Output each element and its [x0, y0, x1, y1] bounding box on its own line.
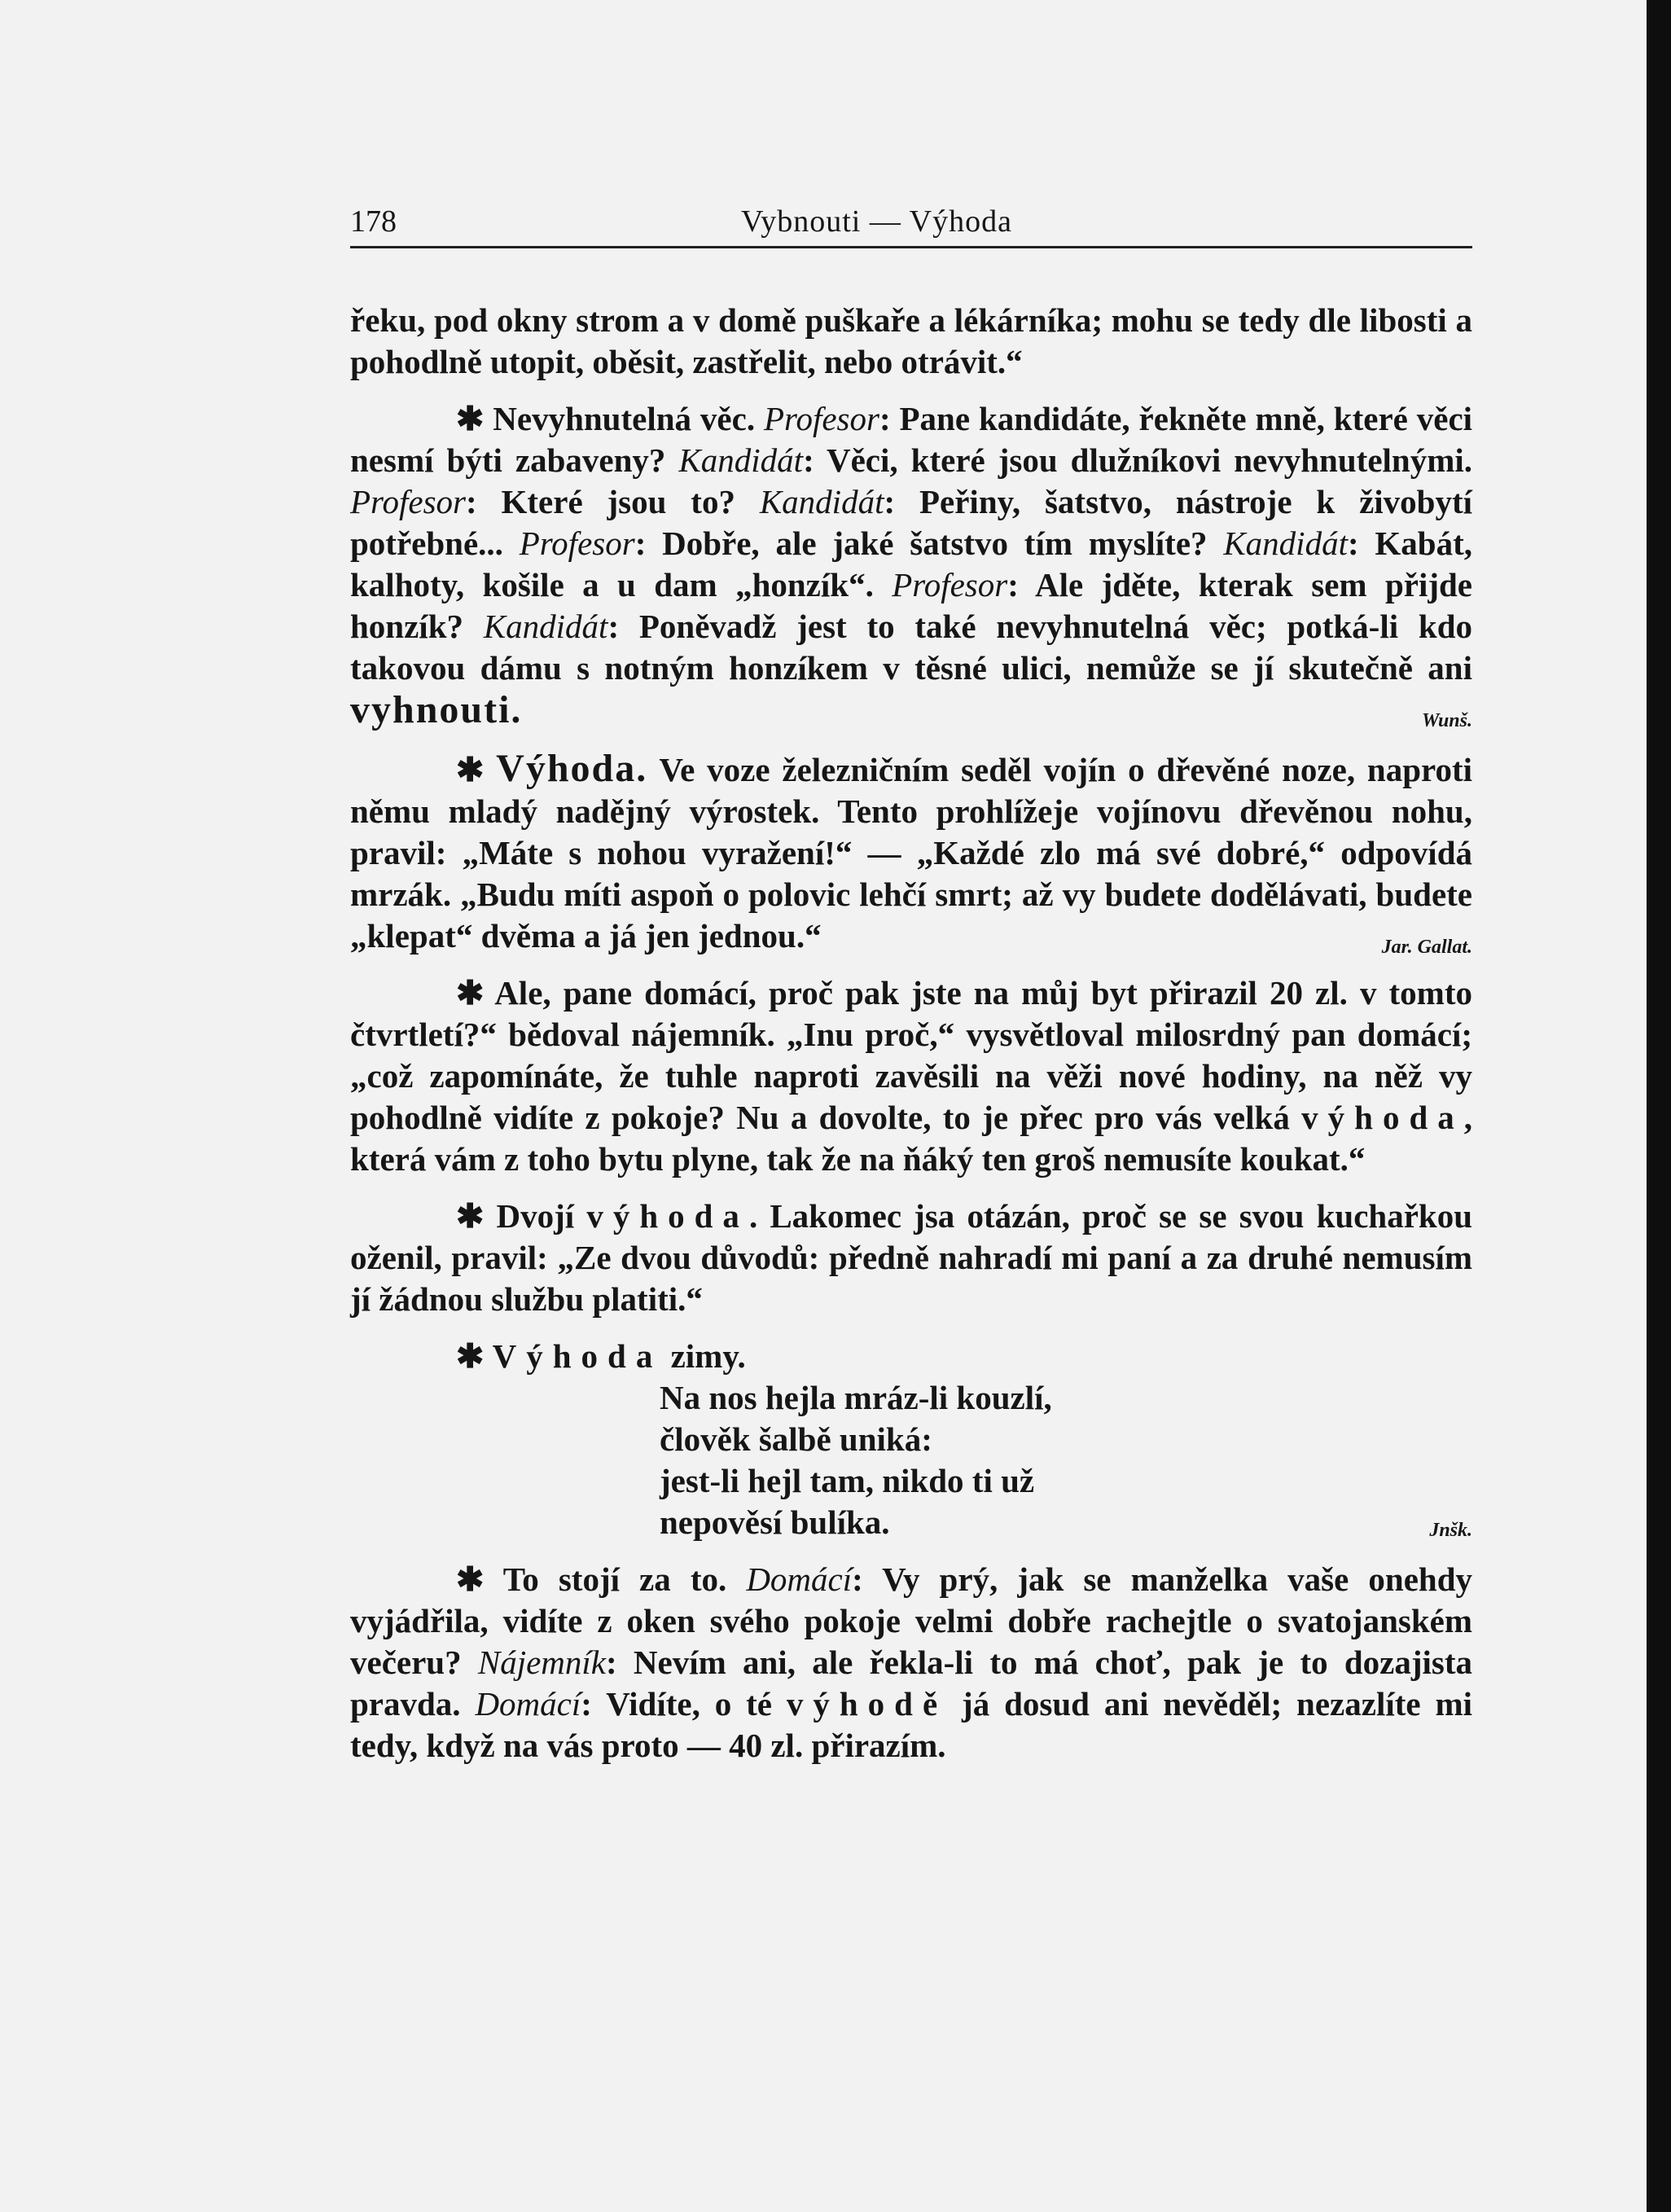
poem-line: člověk šalbě uniká:: [660, 1420, 932, 1458]
entry-dvoji-vyhoda: ✱ Dvojí výhoda. Lakomec jsa otázán, proč se se svou kuchařkou oženil, pravil: „Ze dvou důvodů: předně nahradí mi paní a za druhé nemusím jí žádnou službu platiti.“: [350, 1197, 1473, 1318]
poem-line: Na nos hejla mráz-li kouzlí,: [660, 1379, 1052, 1416]
spaced-headword: výhodě: [786, 1685, 948, 1723]
asterisk-icon: ✱: [456, 400, 485, 437]
paragraph-continuation: [350, 300, 1472, 383]
paragraph-text: Ve voze železničním seděl vojín o dřevěné noze, naproti němu mladý nadějný výrostek. Tento prohlížeje vojínovu dřevěnou nohu, pravil: „Máte s nohou vyražení!“ — „Každé zlo má své dobré,“ odpovídá mrzák. „Budu míti aspoň o polovic lehčí smrt; až vy budete dodělávati, budete „klepat“ dvěma a já jen jednou.“: [350, 751, 1472, 955]
entry-to-stoji-za-to: ✱ To stojí za to. Domácí: Vy prý, jak se manželka vaše onehdy vyjádřila, vidíte z oken svého pokoje velmi dobře rachejtle o svatojanském večeru? Nájemník: Nevím ani, ale řekla-li to má choť, pak je to dozajista pravda. Domácí: Vidíte, o té výhodě já dosud ani nevěděl; nezazlíte mi tedy, když na vás proto — 40 zl. přirazím.: [350, 1560, 1473, 1764]
asterisk-icon: ✱: [456, 1337, 485, 1375]
entry-pane-domaci: ✱ Ale, pane domácí, proč pak jste na můj byt přirazil 20 zl. v tomto čtvrtletí?“ bědoval nájemník. „Inu proč,“ vysvětloval milosrdný pan domácí; „což zapomínáte, že tuhle naproti zavěsili na věži nové hodiny, na něž vy pohodlně vidíte z pokoje? Nu a dovolte, to je přec pro vás velká výhoda, která vám z toho bytu plyne, tak že na ňáký ten groš nemusíte koukat.“: [350, 974, 1472, 1178]
asterisk-icon: ✱: [456, 974, 485, 1012]
author-signature: Wunš.: [1421, 710, 1472, 731]
poem-line: jest-li hejl tam, nikdo ti už: [660, 1462, 1035, 1499]
entry-nevyhnutelna-vec: ✱ Nevyhnutelná věc. Profesor: Pane kandidáte, řekněte mně, které věci nesmí býti zabaveny? Kandidát: Věci, které jsou dlužníkovi nevyhnutelnými. Profesor: Které jsou to? Kandidát: Peřiny, šatstvo, nástroje k živobytí potřebné... Profesor: Dobře, ale jaké šatstvo tím myslíte? Kandidát: Kabát, kalhoty, košile a u dam „honzík“. Profesor: Ale jděte, kterak sem přijde honzík? Kandidát: Poněvadž jest to také nevyhnutelná věc; potká-li kdo takovou dámu s notným honzíkem v těsné ulici, nemůže se jí skutečně ani vyhnouti. Wunš.: [350, 398, 1472, 732]
entry-vyhoda-zimy: ✱ Výhoda zimy.: [456, 1337, 746, 1375]
spaced-headword: Výhoda: [492, 1337, 663, 1375]
headword: vyhnouti.: [350, 688, 523, 731]
paragraph-text: Ale, pane domácí, proč pak jste na můj byt přirazil 20 zl. v tomto čtvrtletí?“ bědoval nájemník. „Inu proč,“ vysvětloval milosrdný pan domácí; „což zapomínáte, že tuhle naproti zavěsili na věži nové hodiny, na něž vy pohodlně vidíte z pokoje? Nu a dovolte, to je přec pro vás velká: [350, 974, 1472, 1136]
speaker-label: Kandidát: [759, 483, 884, 520]
speaker-label: Domácí: [746, 1560, 853, 1598]
author-signature: Jnšk.: [1429, 1520, 1472, 1541]
running-title: Vybnouti — Výhoda: [741, 204, 1012, 239]
scan-edge: [1647, 0, 1671, 2212]
running-header: [350, 204, 1472, 248]
page-body: [350, 300, 1472, 1782]
page-number: 178: [350, 204, 397, 239]
speaker-label: Profesor: [519, 524, 635, 562]
asterisk-icon: ✱: [456, 751, 485, 788]
author-signature: Jar. Gallat.: [1381, 937, 1472, 958]
paragraph-text: řeku, pod okny strom a v domě puškaře a lékárníka; mohu se tedy dle libosti a pohodlně utopit, oběsit, zastřelit, nebo otrávit.“: [350, 301, 1472, 380]
speaker-label: Profesor: [892, 566, 1008, 603]
spaced-headword: výhoda: [1301, 1099, 1464, 1136]
speaker-label: Domácí: [475, 1685, 581, 1723]
speaker-label: Profesor: [350, 483, 466, 520]
asterisk-icon: ✱: [456, 1560, 485, 1598]
speaker-label: Kandidát: [1223, 524, 1348, 562]
spaced-headword: výhoda: [586, 1197, 749, 1235]
speaker-label: Profesor: [763, 400, 879, 437]
poem: [660, 1377, 1472, 1543]
asterisk-icon: ✱: [456, 1197, 485, 1235]
speaker-label: Nájemník: [477, 1644, 606, 1681]
poem-line: nepověsí bulíka. Jnšk.: [660, 1502, 1472, 1543]
headword: Výhoda.: [496, 747, 648, 790]
speaker-label: Kandidát: [483, 608, 608, 645]
speaker-label: Kandidát: [678, 441, 804, 479]
entry-vyhoda: [350, 748, 1472, 957]
